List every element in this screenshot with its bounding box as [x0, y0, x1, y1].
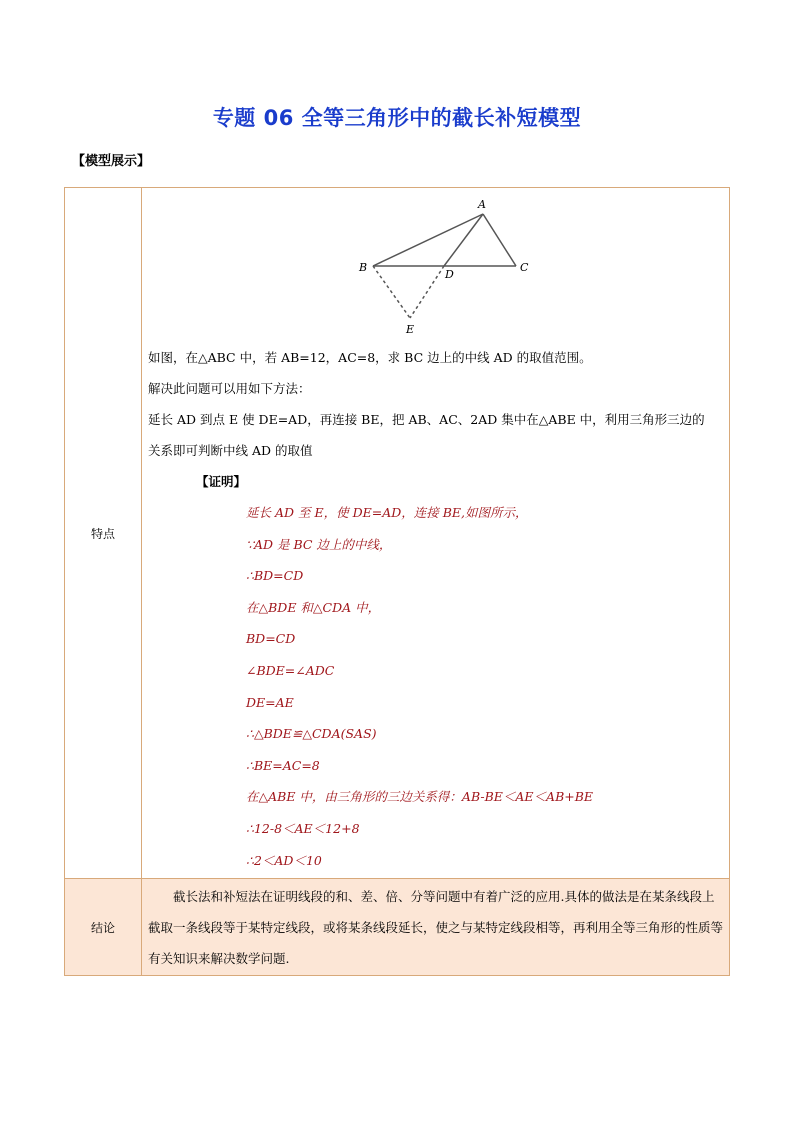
- section-label: 【模型展示】: [72, 154, 151, 169]
- content-cell-features: [142, 188, 730, 879]
- proof-heading: 【证明】: [196, 474, 247, 489]
- proof-line: ∴2＜AD＜10: [246, 852, 322, 868]
- intro-text: [142, 342, 729, 497]
- intro-line: 延长 AD 到点 E 使 DE=AD，再连接 BE，把 AB、AC、2AD 集中在△ABE 中，利用三角形三边的: [148, 412, 705, 427]
- proof-line: ∴BE=AC=8: [246, 757, 320, 773]
- segment-ab: [373, 214, 483, 266]
- proof-block: [142, 497, 729, 876]
- content-cell-conclusion: [142, 879, 730, 976]
- intro-line: 如图，在△ABC 中，若 AB=12，AC=8，求 BC 边上的中线 AD 的取值范围。: [148, 350, 592, 365]
- intro-line: 关系即可判断中线 AD 的取值: [148, 443, 313, 458]
- table-row-conclusion: [65, 879, 730, 976]
- proof-line: ∠BDE=∠ADC: [246, 662, 335, 678]
- proof-line: ∴12-8＜AE＜12+8: [246, 820, 360, 836]
- proof-line: 在△ABE 中，由三角形的三边关系得：AB-BE＜AE＜AB+BE: [246, 789, 594, 805]
- point-label-a: A: [478, 198, 486, 211]
- proof-line: BD=CD: [246, 631, 296, 647]
- table-row-features: [65, 188, 730, 879]
- side-label-conclusion: 结论: [65, 879, 142, 976]
- point-label-c: C: [520, 261, 529, 274]
- segment-ac: [483, 214, 516, 266]
- proof-line: ∴△BDE≌△CDA(SAS): [246, 726, 377, 742]
- point-label-d: D: [445, 268, 454, 281]
- segment-ad: [444, 214, 483, 266]
- triangle-figure: [358, 192, 538, 342]
- model-table: [64, 187, 730, 976]
- intro-line: 解决此问题可以用如下方法：: [148, 381, 311, 396]
- side-label-features: 特点: [65, 188, 142, 879]
- proof-line: 在△BDE 和△CDA 中，: [246, 599, 381, 615]
- proof-line: DE=AE: [246, 694, 294, 710]
- conclusion-text: 截长法和补短法在证明线段的和、差、倍、分等问题中有着广泛的应用.具体的做法是在某条线段上截取一条线段等于某特定线段，或将某条线段延长，使之与某特定线段相等，再利用全等三角形的性质等有关知识来解决数学问题.: [148, 889, 724, 966]
- segment-de: [410, 266, 444, 318]
- proof-line: ∵AD 是 BC 边上的中线，: [246, 536, 392, 552]
- point-label-b: B: [359, 261, 368, 274]
- proof-line: ∴BD=CD: [246, 568, 304, 584]
- point-label-e: E: [406, 323, 415, 336]
- segment-be: [373, 266, 410, 318]
- proof-line: 延长 AD 至 E，使 DE=AD，连接 BE,如图所示，: [246, 505, 528, 520]
- page-title: 专题 06 全等三角形中的截长补短模型: [212, 106, 582, 130]
